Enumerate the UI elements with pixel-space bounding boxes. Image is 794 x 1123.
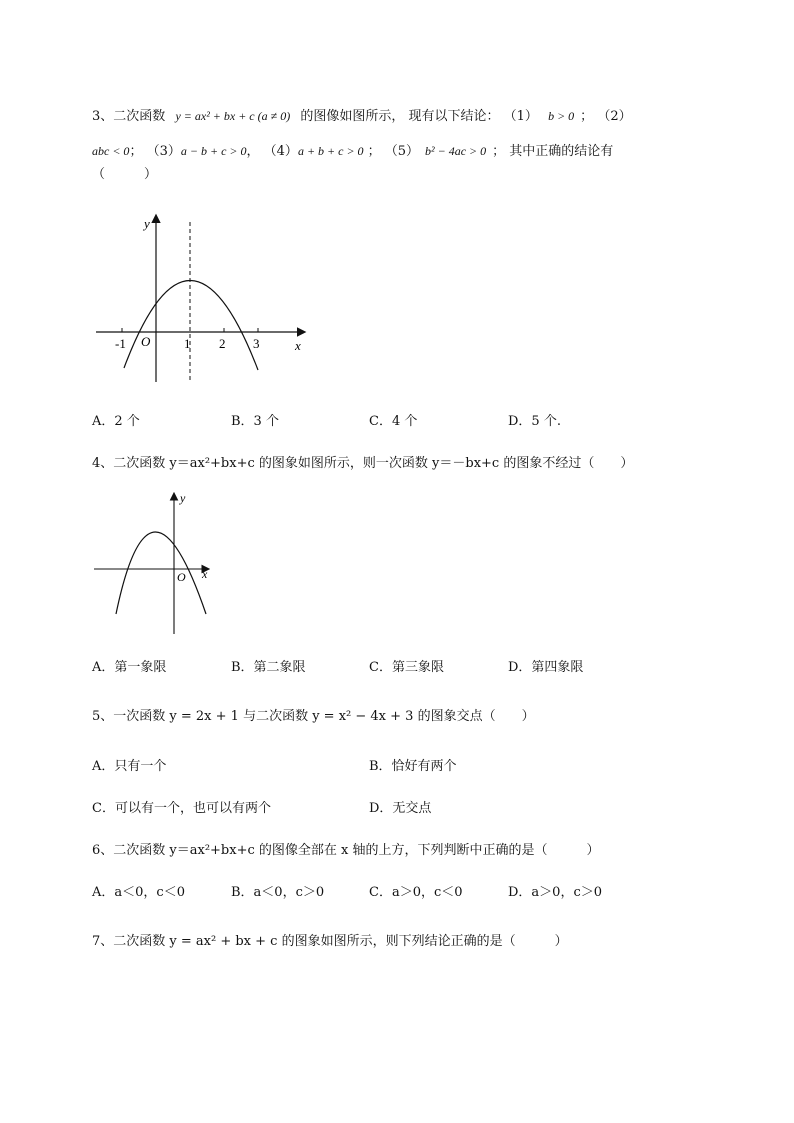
q3-sep-4: ； — [367, 144, 381, 159]
q3-text-a: 二次函数 — [113, 109, 166, 124]
q6-option-c: C．a＞0，c＜0 — [369, 885, 463, 900]
q3-line-2 — [92, 142, 613, 161]
q3-c5-label: （5） — [384, 144, 419, 159]
q3-sep-5: ； — [492, 144, 506, 159]
q3-sep-2: ； — [129, 144, 143, 159]
q3-sep-1: ； — [580, 109, 594, 124]
q3-x-label: x — [295, 338, 301, 353]
q3-option-d: D．5 个. — [508, 414, 561, 429]
q3-conclusion-3: a − b + c > 0 — [180, 144, 247, 158]
q4-option-c: C．第三象限 — [369, 660, 444, 675]
q5-option-a: A．只有一个 — [92, 759, 167, 774]
q4-option-a: A．第一象限 — [92, 660, 167, 675]
q4-option-d: D．第四象限 — [508, 660, 584, 675]
q3-line-3 — [92, 166, 157, 184]
q3-conclusion-1: b > 0 — [548, 109, 575, 123]
q6-option-d: D．a＞0，c＞0 — [508, 885, 602, 900]
q3-answer-blank: （ ） — [92, 167, 158, 182]
q3-option-b: B．3 个 — [231, 414, 279, 429]
q6-option-b: B．a＜0，c＞0 — [231, 885, 325, 900]
q5-option-b: B．恰好有两个 — [369, 759, 457, 774]
q6-stem: 6、二次函数 y＝ax²+bx+c 的图像全部在 x 轴的上方，下列判断中正确的是（ ） — [92, 843, 600, 858]
q3-line-1 — [92, 107, 632, 126]
q3-c4-label: （4） — [263, 144, 298, 159]
q3-tick-label-1: 1 — [184, 336, 191, 351]
q3-conclusion-2: abc < 0 — [92, 144, 130, 158]
q5-option-c: C．可以有一个，也可以有两个 — [92, 801, 271, 816]
q3-formula: y = ax² + bx + c (a ≠ 0) — [175, 109, 291, 123]
q4-y-label: y — [180, 491, 186, 505]
q3-sep-3: ， — [246, 144, 260, 159]
q3-parabola — [124, 280, 258, 370]
q3-c1-label: （1） — [503, 109, 538, 124]
q6-option-a: A．a＜0，c＜0 — [92, 885, 185, 900]
q5-stem: 5、一次函数 y = 2x + 1 与二次函数 y = x² − 4x + 3 的图象交点（ ） — [92, 709, 535, 724]
q5-option-d: D．无交点 — [369, 801, 432, 816]
q4-stem: 4、二次函数 y＝ax²+bx+c 的图象如图所示，则一次函数 y＝－bx+c 的图象不经过（ ） — [92, 456, 634, 471]
q4-parabola-graph — [90, 490, 220, 640]
q3-y-label: y — [144, 216, 150, 231]
q3-number: 3、 — [92, 109, 114, 124]
q3-tick-label-2: 2 — [219, 336, 226, 351]
q3-tick-label-3: 3 — [253, 336, 260, 351]
q3-origin-label: O — [141, 334, 151, 349]
q4-option-b: B．第二象限 — [231, 660, 306, 675]
q4-origin-label: O — [177, 570, 186, 584]
q3-conclusion-4: a + b + c > 0 — [297, 144, 364, 158]
q4-x-label: x — [202, 567, 208, 581]
q7-stem: 7、二次函数 y = ax² + bx + c 的图象如图所示，则下列结论正确的是（ ） — [92, 934, 568, 949]
q3-conclusion-5: b² − 4ac > 0 — [425, 144, 487, 158]
q4-parabola — [116, 532, 206, 614]
q3-text-b: 的图像如图所示， 现有以下结论： — [300, 109, 500, 124]
q3-tick-label-neg1: -1 — [115, 336, 126, 351]
q3-option-c: C．4 个 — [369, 414, 418, 429]
q3-option-a: A．2 个 — [92, 414, 140, 429]
q3-c2-label: （2） — [597, 109, 632, 124]
q3-c3-label: （3） — [146, 144, 181, 159]
q3-tail: 其中正确的结论有 — [509, 144, 614, 159]
q3-parabola-graph — [90, 210, 320, 390]
